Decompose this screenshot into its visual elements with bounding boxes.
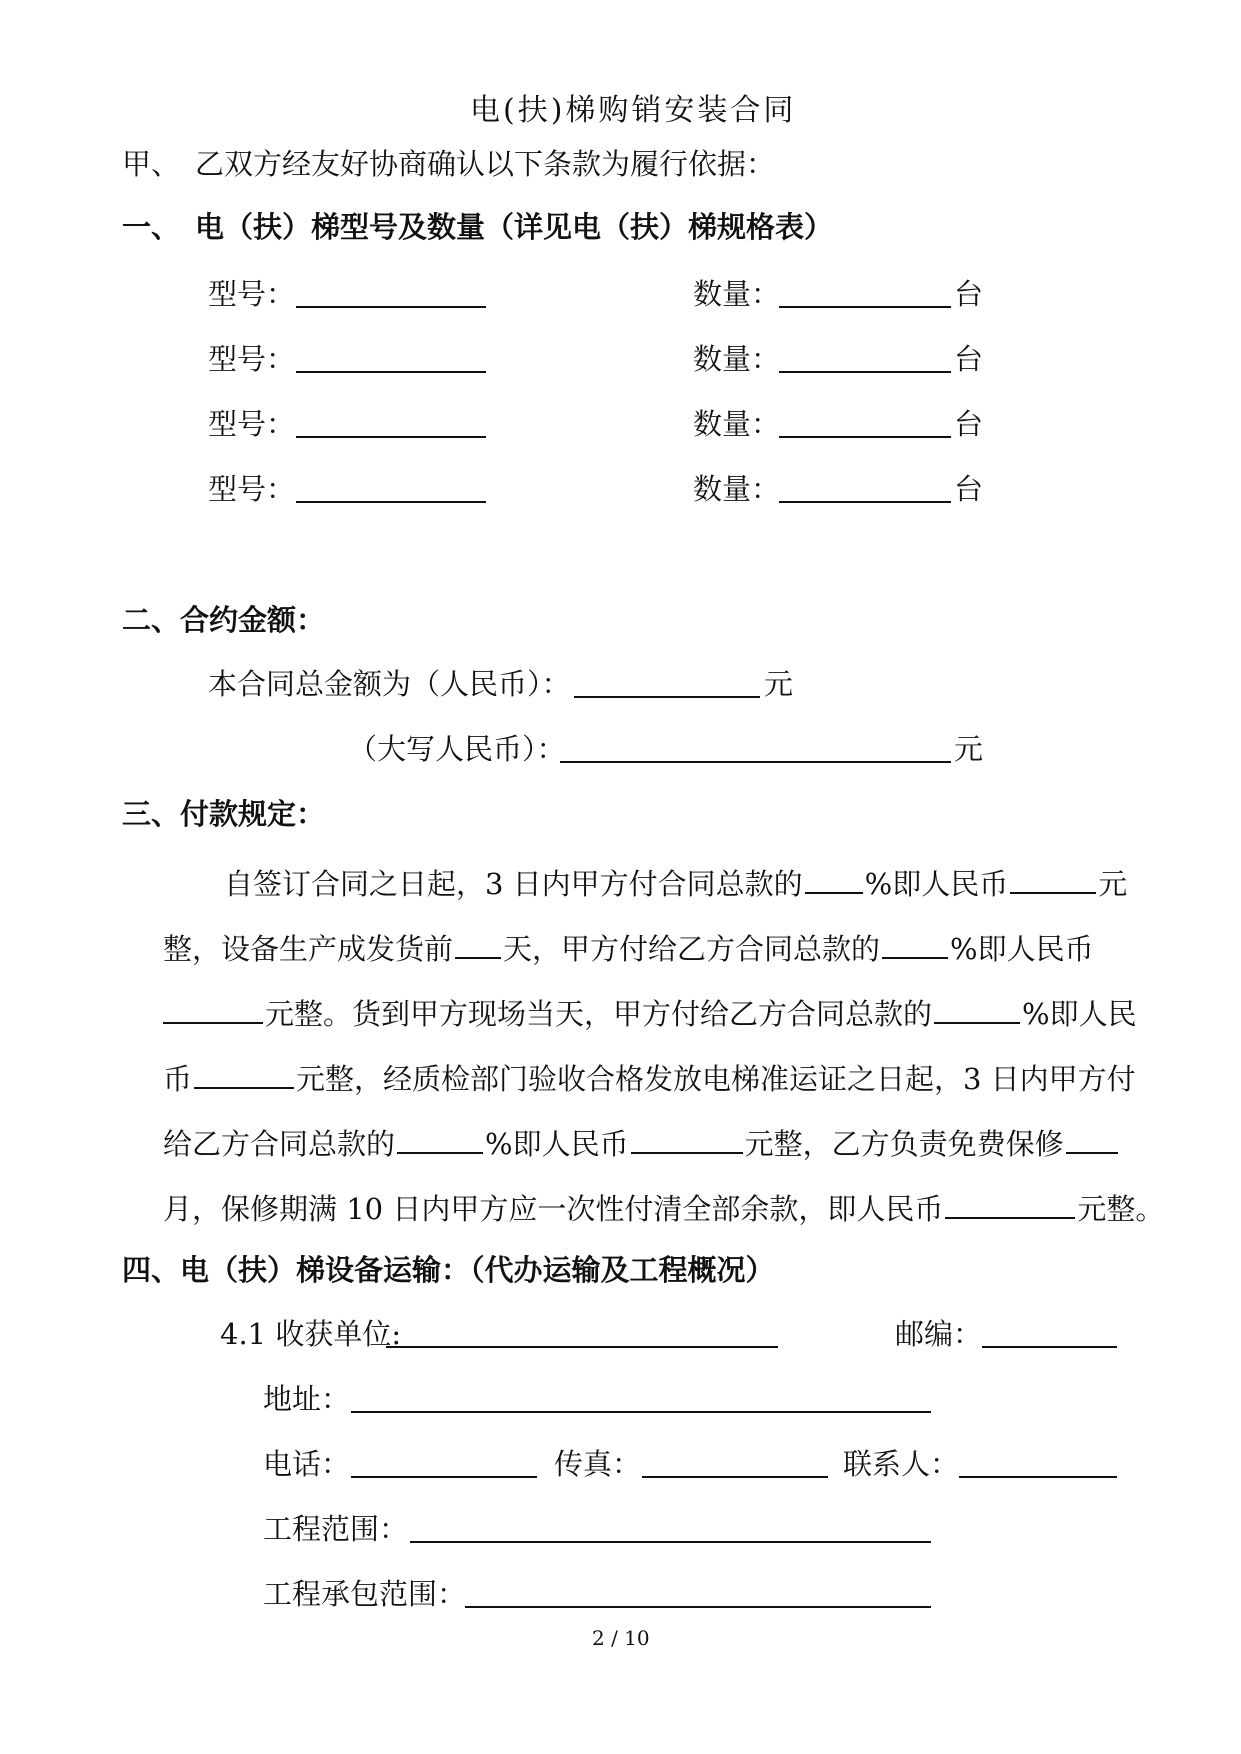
quantity-label: 数量： [693,277,781,311]
quantity-unit: 台 [954,277,984,311]
quantity-blank[interactable] [779,501,951,503]
amount-blank[interactable] [1010,866,1096,894]
payment-line-6: 月，保修期满 10 日内甲方应一次性付清全部余款，即人民币 元整。 [163,1192,1165,1226]
postcode-blank[interactable] [982,1346,1117,1348]
address-label: 地址： [263,1382,351,1416]
postcode-label: 邮编： [895,1317,983,1351]
section-1-heading: 电（扶）梯型号及数量（详见电（扶）梯规格表） [195,210,834,244]
contract-scope-blank[interactable] [465,1606,931,1608]
intro-prefix: 甲、 [122,147,181,181]
capital-amount-label: （大写人民币）： [348,732,566,766]
page-number: 2 / 10 [592,1626,650,1650]
phone-blank[interactable] [351,1476,537,1478]
quantity-unit: 台 [954,342,984,376]
document-title: 电(扶)梯购销安装合同 [470,93,797,128]
fax-label: 传真： [554,1447,642,1481]
contract-scope-label: 工程承包范围： [263,1577,467,1611]
receiving-unit-label: 4.1 收获单位: [220,1317,402,1351]
quantity-label: 数量： [693,407,781,441]
payment-line-4: 币 元整，经质检部门验收合格发放电梯准运证之日起，3 日内甲方付 [163,1062,1136,1096]
percent-blank[interactable] [397,1126,483,1154]
model-blank[interactable] [296,436,486,438]
model-label: 型号： [208,342,296,376]
amount-blank[interactable] [194,1061,294,1089]
percent-blank[interactable] [882,931,948,959]
address-blank[interactable] [351,1411,931,1413]
quantity-blank[interactable] [779,306,951,308]
capital-amount-blank[interactable] [560,761,951,763]
quantity-unit: 台 [954,472,984,506]
model-label: 型号： [208,277,296,311]
amount-blank[interactable] [945,1191,1075,1219]
model-blank[interactable] [296,306,486,308]
payment-line-5: 给乙方合同总款的 %即人民币 元整，乙方负责免费保修 [163,1126,1120,1159]
total-amount-unit: 元 [764,667,794,701]
section-1-number: 一、 [122,210,181,244]
intro-text: 乙双方经友好协商确认以下条款为履行依据： [195,147,776,181]
amount-blank[interactable] [163,996,263,1024]
receiving-unit-blank[interactable] [386,1346,778,1348]
amount-blank[interactable] [631,1126,743,1154]
model-label: 型号： [208,472,296,506]
percent-blank[interactable] [934,996,1020,1024]
payment-line-1: 自签订合同之日起，3 日内甲方付合同总款的 %即人民币 元 [224,867,1128,901]
phone-label: 电话： [263,1447,351,1481]
project-scope-label: 工程范围： [263,1512,409,1546]
fax-blank[interactable] [642,1476,828,1478]
contact-label: 联系人： [843,1447,960,1481]
quantity-blank[interactable] [779,371,951,373]
quantity-label: 数量： [693,342,781,376]
section-2-heading: 二、合约金额： [122,603,326,637]
days-blank[interactable] [455,931,501,959]
total-amount-blank[interactable] [574,696,760,698]
months-blank[interactable] [1066,1126,1118,1154]
quantity-blank[interactable] [779,436,951,438]
section-4-heading: 四、电（扶）梯设备运输：（代办运输及工程概况） [122,1253,775,1287]
payment-line-3: 元整。货到甲方现场当天，甲方付给乙方合同总款的 %即人民 [163,996,1137,1029]
model-blank[interactable] [296,371,486,373]
section-3-heading: 三、付款规定： [122,797,326,831]
quantity-unit: 台 [954,407,984,441]
model-blank[interactable] [296,501,486,503]
quantity-label: 数量： [693,472,781,506]
percent-blank[interactable] [805,866,863,894]
project-scope-blank[interactable] [410,1541,931,1543]
capital-amount-unit: 元 [954,732,984,766]
contact-blank[interactable] [959,1476,1117,1478]
model-label: 型号： [208,407,296,441]
payment-line-2: 整，设备生产成发货前 天，甲方付给乙方合同总款的 %即人民币 [163,932,1094,966]
total-amount-label: 本合同总金额为（人民币）： [208,667,571,701]
